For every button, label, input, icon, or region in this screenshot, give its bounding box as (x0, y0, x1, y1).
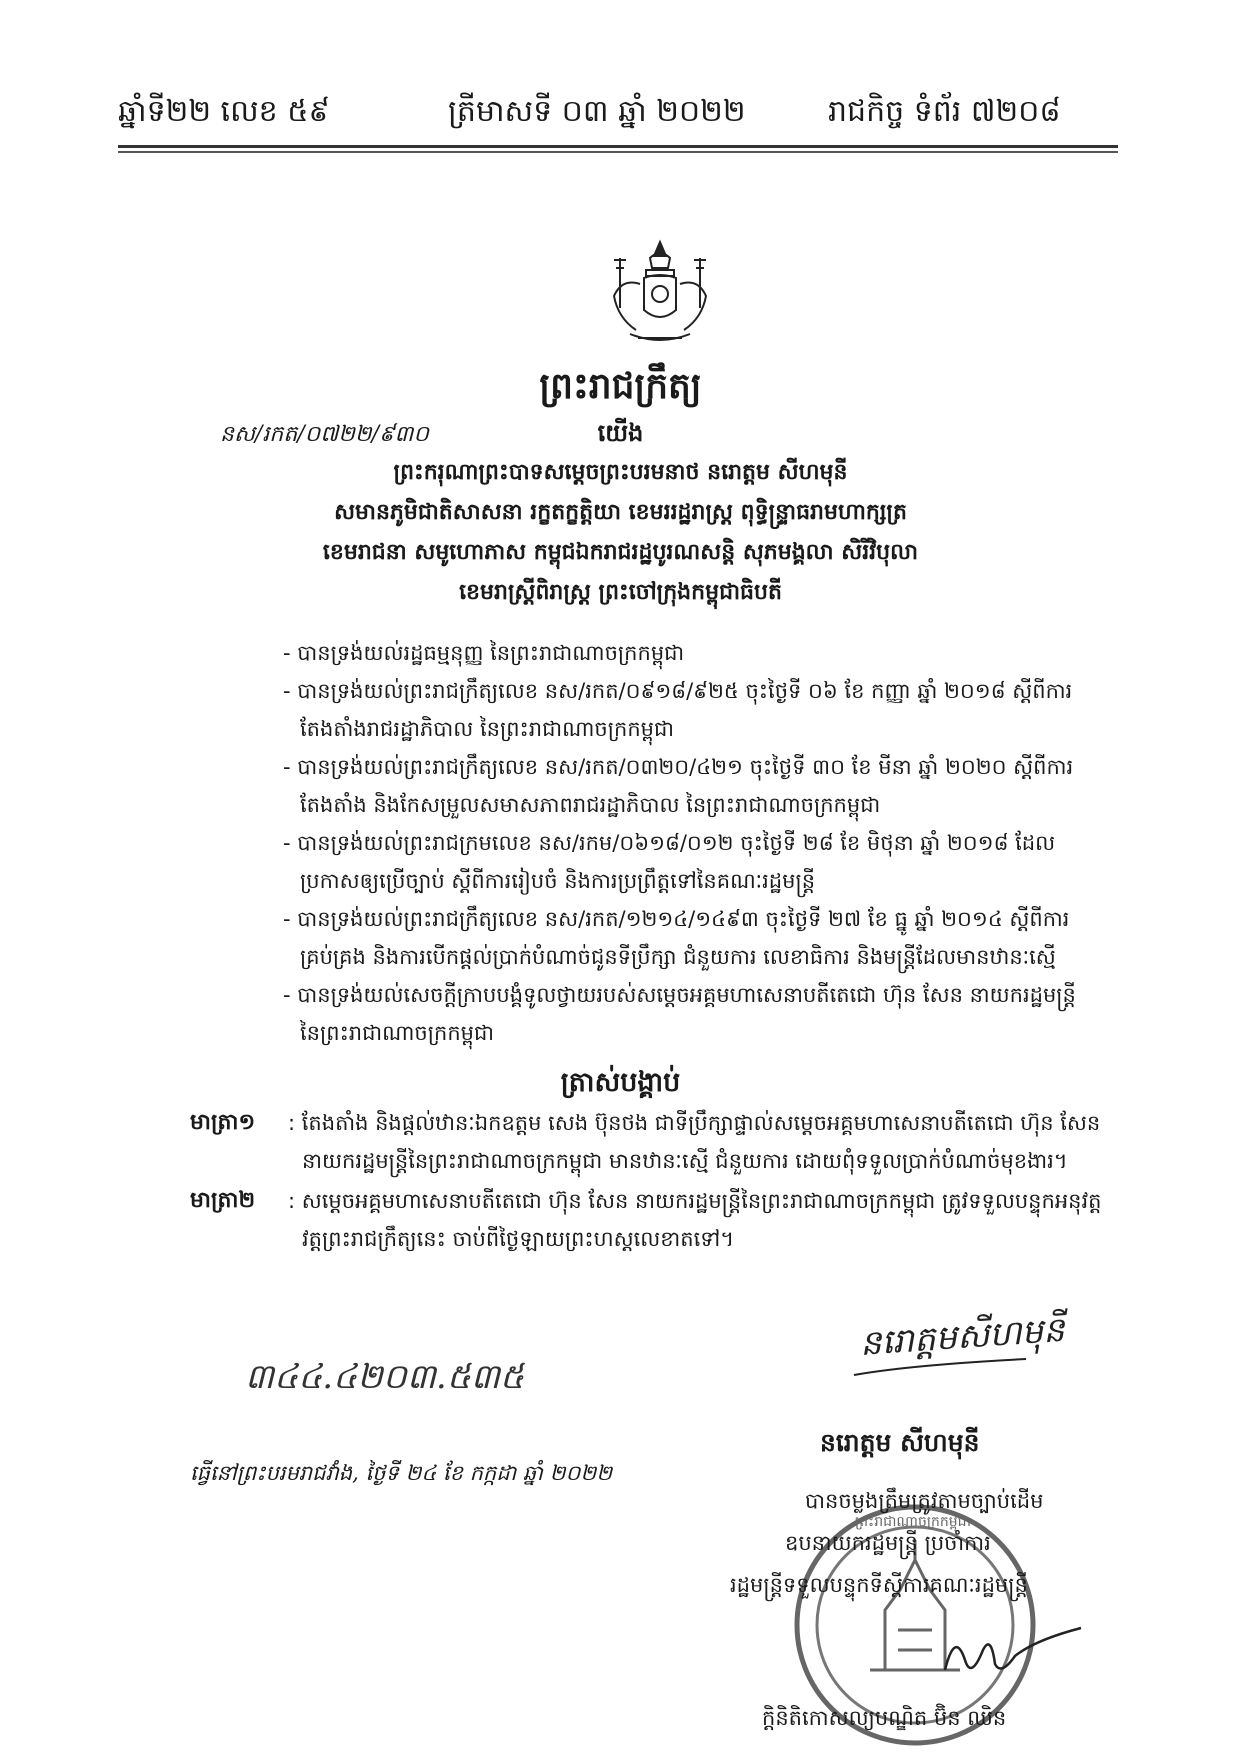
consideration-6: - បានទ្រង់យល់សេចក្តីក្រាបបង្គំទូលថ្វាយរបស់សម្តេចអគ្គមហាសេនាបតីតេជោ ហ៊ុន សែន នាយករដ្ឋមន្ត្រី (283, 983, 1076, 1007)
consideration-3: - បានទ្រង់យល់ព្រះរាជក្រឹត្យលេខ នស/រកត/០៣២០/៤២១ ចុះថ្ងៃទី ៣០ ខែ មីនា ឆ្នាំ ២០២០ ស្តីពីការ (283, 755, 1074, 779)
consideration-1: - បានទ្រង់យល់រដ្ឋធម្មនុញ្ញ នៃព្រះរាជាណាចក្រកម្ពុជា (283, 641, 685, 665)
king-title-line-3: ខេមរាជនា សមូហោភាស កម្ពុជឯករាជរដ្ឋបូរណសន្តិ សុភមង្គលា សិរីវិបុលា (322, 540, 919, 565)
article-1-label: មាត្រា១ (190, 1110, 256, 1135)
header-rule (118, 145, 1118, 148)
article-2-line-2: វត្តព្រះរាជក្រឹត្យនេះ ចាប់ពីថ្ងៃឡាយព្រះហស្តលេខាតទៅ។ (302, 1227, 735, 1251)
seal-inscription: ព្រះរាជាណាចក្រកម្ពុជា (855, 1514, 972, 1530)
consideration-4-cont: ប្រកាសឲ្យប្រើច្បាប់ ស្តីពីការរៀបចំ និងការប្រព្រឹត្តទៅនៃគណៈរដ្ឋមន្ត្រី (300, 869, 816, 893)
consideration-4: - បានទ្រង់យល់ព្រះរាជក្រមលេខ នស/រកម/០៦១៨/០១២ ចុះថ្ងៃទី ២៨ ខែ មិថុនា ឆ្នាំ ២០១៨ ដែល (283, 831, 1056, 855)
minister-line: រដ្ឋមន្ត្រីទទួលបន្ទុកទីស្តីការគណៈរដ្ឋមន្ត្រី (730, 1573, 1028, 1597)
place-and-date: ធ្វើនៅព្រះបរមរាជវាំង, ថ្ងៃទី ២៤ ខែ កក្កដា ឆ្នាំ ២០២២ (190, 1461, 613, 1485)
document-title: ព្រះរាជក្រឹត្យ (539, 366, 702, 407)
header-year-number: ឆ្នាំទី២២ លេខ ៥៩ (118, 94, 330, 129)
royal-signature: នរោត្តមសីហមុនី (858, 1309, 1066, 1365)
article-2-line-1: : សម្តេចអគ្គមហាសេនាបតីតេជោ ហ៊ុន សែន នាយករដ្ឋមន្ត្រីនៃព្រះរាជាណាចក្រកម្ពុជា ត្រូវទទួលបន្ទុកអនុវត្ត (288, 1189, 1102, 1213)
header-quarter: ត្រីមាសទី ០៣ ឆ្នាំ ២០២២ (448, 94, 746, 129)
article-1-line-2: នាយករដ្ឋមន្ត្រីនៃព្រះរាជាណាចក្រកម្ពុជា មានឋានៈស្មើ ជំនួយការ ដោយពុំទទួលប្រាក់បំណាច់មុខងារ។ (302, 1149, 1068, 1173)
header-rule-thin (118, 151, 1118, 153)
king-name: នរោត្តម សីហមុនី (820, 1428, 980, 1457)
certified-copy-line: បានចម្លងត្រឹមត្រូវតាមច្បាប់ដើម (805, 1489, 1044, 1513)
header-gazette-page: រាជកិច្ច ទំព័រ ៧២០៨ (828, 94, 1061, 129)
article-2-label: មាត្រា២ (190, 1188, 256, 1213)
king-title-line-2: សមានភូមិជាតិសាសនា រក្ខតក្ខត្តិយា ខេមររដ្ឋរាស្ត្រ ពុទ្ធិន្ទ្រាធរាមហាក្សត្រ (334, 500, 907, 525)
article-1-line-1: : តែងតាំង និងផ្តល់ឋានៈឯកឧត្តម សេង ប៊ុនថង ជាទីប្រឹក្សាផ្ទាល់សម្តេចអគ្គមហាសេនាបតីតេជោ ហ៊ុន សែន (288, 1111, 1101, 1135)
consideration-5-cont: គ្រប់គ្រង និងការបើកផ្តល់ប្រាក់បំណាច់ជូនទីប្រឹក្សា ជំនួយការ លេខាធិការ និងមន្ត្រីដែលមានឋានៈស្មើ (300, 945, 1056, 969)
signature-stroke-icon (850, 1355, 1030, 1379)
reference-number: នស/រកត/០៧២២/៩៣០ (220, 422, 429, 447)
handwritten-registration-code: ៣៤៤.៤២០៣.៥៣៥ (245, 1357, 524, 1397)
decree-heading: ត្រាស់បង្គាប់ (560, 1067, 681, 1098)
royal-coat-of-arms-icon (600, 238, 720, 348)
king-title-line-4: ខេមរាស្ត្រីពិរាស្ត្រ ព្រះចៅក្រុងកម្ពុជាធិបតី (459, 580, 782, 605)
consideration-3-cont: តែងតាំង និងកែសម្រួលសមាសភាពរាជរដ្ឋាភិបាល នៃព្រះរាជាណាចក្រកម្ពុជា (300, 793, 881, 817)
king-title-line-1: ព្រះករុណាព្រះបាទសម្តេចព្រះបរមនាថ នរោត្តម សីហមុនី (393, 460, 848, 485)
we-heading: យើង (597, 419, 644, 447)
consideration-5: - បានទ្រង់យល់ព្រះរាជក្រឹត្យលេខ នស/រកត/១២១៤/១៤៩៣ ចុះថ្ងៃទី ២៧ ខែ ធ្នូ ឆ្នាំ ២០១៤ ស្តីពីការ (283, 907, 1070, 931)
consideration-6-cont: នៃព្រះរាជាណាចក្រកម្ពុជា (300, 1021, 495, 1045)
deputy-pm-line: ឧបនាយករដ្ឋមន្ត្រី ប្រចាំការ (785, 1531, 991, 1555)
minister-signature-icon (935, 1620, 1085, 1690)
consideration-2-cont: តែងតាំងរាជរដ្ឋាភិបាល នៃព្រះរាជាណាចក្រកម្ពុជា (300, 717, 674, 741)
minister-name: ក្តិនិតិកោសល្យបណ្ឌិត ប៊ិន ឈិន (762, 1706, 1007, 1730)
consideration-2: - បានទ្រង់យល់ព្រះរាជក្រឹត្យលេខ នស/រកត/០៩១៨/៩២៥ ចុះថ្ងៃទី ០៦ ខែ កញ្ញា ឆ្នាំ ២០១៨ ស្តីពីការ (283, 679, 1073, 703)
